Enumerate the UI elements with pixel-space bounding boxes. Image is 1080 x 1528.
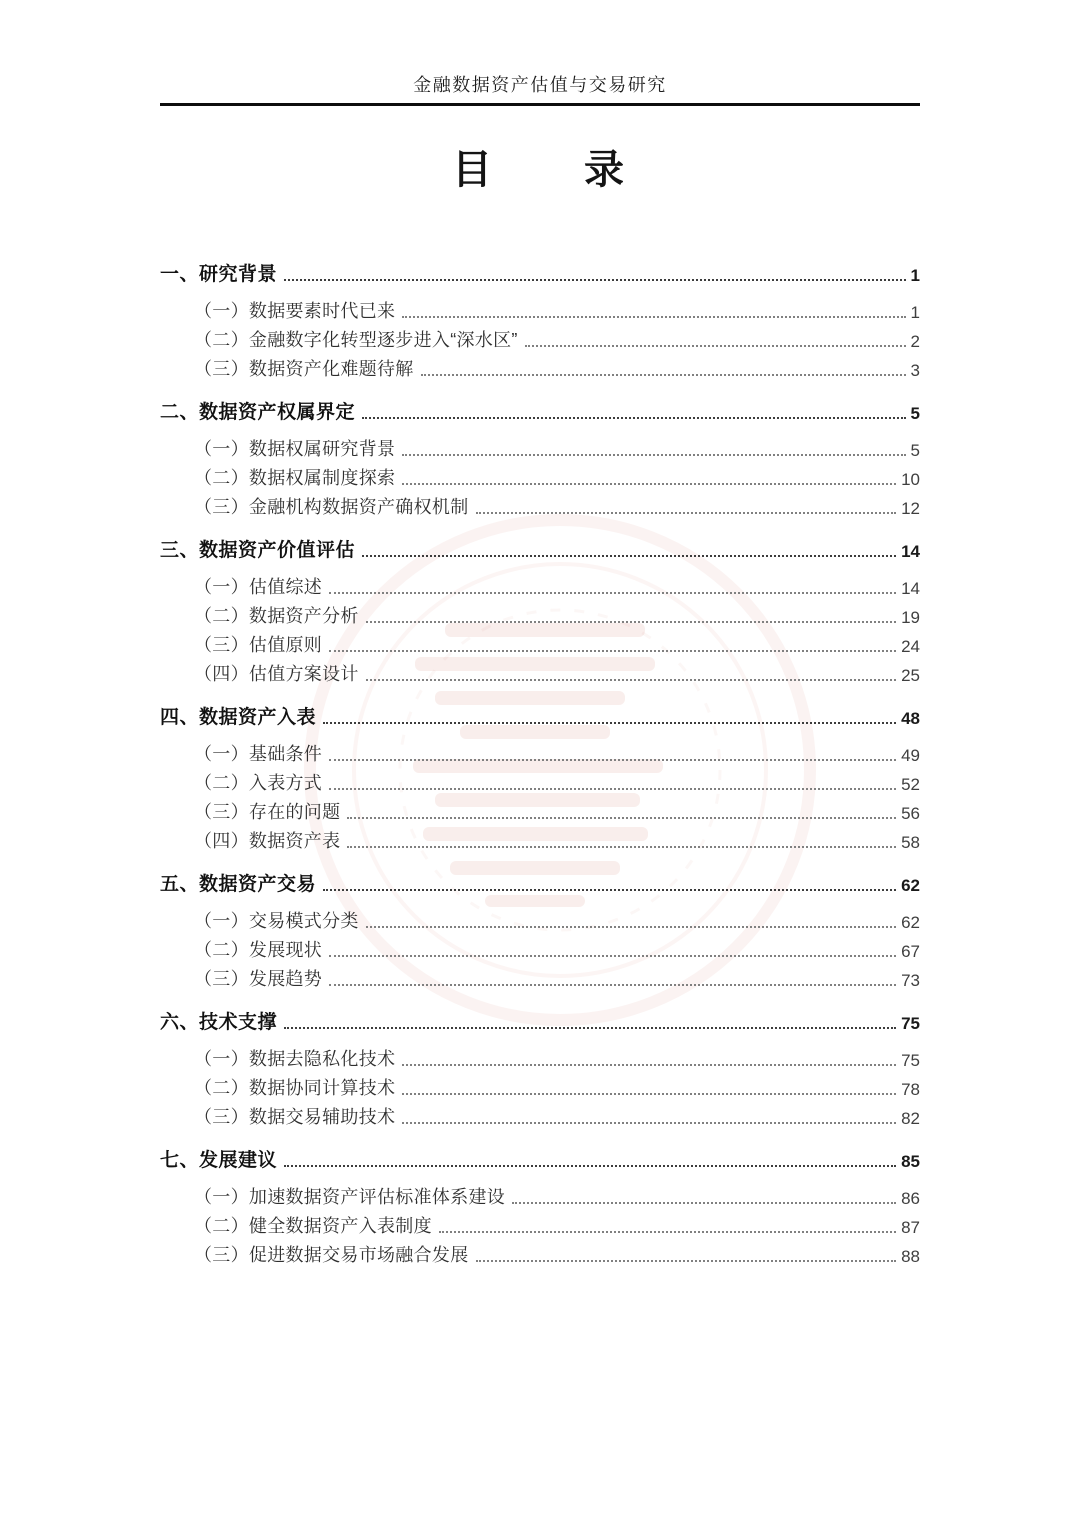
toc-page-number: 3 [910,361,920,380]
toc-page-number: 14 [901,542,920,561]
toc-entry-item[interactable] [160,1238,920,1267]
toc-entry-label: （一）基础条件 [194,744,323,764]
toc-entry-item[interactable] [160,432,920,461]
page-header [160,74,920,106]
toc-entry-label: （二）数据协同计算技术 [194,1078,396,1098]
dot-leader [439,1231,896,1233]
toc-entry-label: （一）数据权属研究背景 [194,439,396,459]
toc-entry-label: 二、数据资产权属界定 [160,402,356,423]
dot-leader [329,592,896,594]
toc-page-number: 1 [910,266,920,285]
toc-entry-section[interactable] [160,394,920,424]
toc-section [160,1142,920,1267]
dot-leader [347,817,896,819]
toc-entry-item[interactable] [160,1100,920,1129]
toc-page-number: 73 [901,971,920,990]
toc-entry-label: （一）数据去隐私化技术 [194,1049,396,1069]
toc-entry-label: （一）数据要素时代已来 [194,301,396,321]
toc-entry-label: 六、技术支撑 [160,1012,278,1033]
dot-leader [476,1260,897,1262]
dot-leader [284,1027,896,1029]
toc-entry-item[interactable] [160,824,920,853]
dot-leader [329,955,896,957]
toc-entry-section[interactable] [160,866,920,896]
toc-entry-item[interactable] [160,628,920,657]
toc-entry-item[interactable] [160,570,920,599]
toc-page-number: 86 [901,1189,920,1208]
toc-section [160,394,920,519]
toc-section [160,699,920,853]
toc-page-number: 78 [901,1080,920,1099]
toc-entry-label: （二）健全数据资产入表制度 [194,1216,432,1236]
toc-entry-label: （三）数据交易辅助技术 [194,1107,396,1127]
toc-page-number: 62 [901,876,920,895]
toc-entry-label: （三）促进数据交易市场融合发展 [194,1245,469,1265]
toc-page-number: 62 [901,913,920,932]
dot-leader [366,679,896,681]
toc-entry-item[interactable] [160,657,920,686]
dot-leader [402,454,905,456]
toc-page-number: 49 [901,746,920,765]
toc-entry-label: （三）金融机构数据资产确权机制 [194,497,469,517]
dot-leader [366,926,896,928]
toc-entry-label: （三）估值原则 [194,635,323,655]
running-head-title: 金融数据资产估值与交易研究 [413,75,667,95]
toc-entry-label: 四、数据资产入表 [160,707,317,728]
dot-leader [329,788,896,790]
toc-entry-item[interactable] [160,933,920,962]
toc-entry-item[interactable] [160,1180,920,1209]
toc-section [160,256,920,381]
toc-page-number: 25 [901,666,920,685]
toc-page-number: 67 [901,942,920,961]
dot-leader [421,374,906,376]
toc-page-number: 48 [901,709,920,728]
toc-entry-item[interactable] [160,352,920,381]
toc-section [160,866,920,991]
toc-page-number: 56 [901,804,920,823]
toc-entry-label: （三）存在的问题 [194,802,341,822]
toc-entry-label: （二）金融数字化转型逐步进入“深水区” [194,330,518,350]
dot-leader [329,650,896,652]
toc-entry-item[interactable] [160,490,920,519]
toc-page-number: 75 [901,1014,920,1033]
toc-entry-label: 七、发展建议 [160,1150,278,1171]
toc-entry-item[interactable] [160,737,920,766]
toc-entry-label: （一）估值综述 [194,577,323,597]
toc-section [160,532,920,686]
toc-page-number: 75 [901,1051,920,1070]
toc-entry-item[interactable] [160,962,920,991]
toc-entry-item[interactable] [160,766,920,795]
toc-entry-item[interactable] [160,461,920,490]
toc-page-number: 82 [901,1109,920,1128]
dot-leader [329,759,896,761]
dot-leader [347,846,896,848]
toc-page-number: 2 [910,332,920,351]
toc-page-number: 52 [901,775,920,794]
toc-entry-label: （四）估值方案设计 [194,664,359,684]
toc-page-number: 19 [901,608,920,627]
dot-leader [362,417,906,419]
toc-entry-label: （一）加速数据资产评估标准体系建设 [194,1187,506,1207]
toc-entry-label: （二）数据资产分析 [194,606,359,626]
toc-entry-label: （一）交易模式分类 [194,911,359,931]
toc-entry-label: （四）数据资产表 [194,831,341,851]
dot-leader [402,1064,896,1066]
toc-entry-section[interactable] [160,532,920,562]
toc-entry-section[interactable] [160,699,920,729]
toc-list [160,256,920,1267]
toc-page-number: 5 [910,441,920,460]
dot-leader [366,621,896,623]
dot-leader [284,1165,896,1167]
toc-page-number: 88 [901,1247,920,1266]
toc-entry-item[interactable] [160,599,920,628]
toc-entry-label: 三、数据资产价值评估 [160,540,356,561]
dot-leader [329,984,896,986]
dot-leader [402,1093,896,1095]
toc-entry-item[interactable] [160,904,920,933]
toc-entry-label: （二）发展现状 [194,940,323,960]
toc-entry-section[interactable] [160,1142,920,1172]
dot-leader [362,555,896,557]
header-rule [160,103,920,106]
toc-section [160,1004,920,1129]
dot-leader [512,1202,896,1204]
toc-page-number: 85 [901,1152,920,1171]
toc-page-number: 14 [901,579,920,598]
toc-page-number: 87 [901,1218,920,1237]
toc-page-number: 1 [910,303,920,322]
toc-entry-item[interactable] [160,294,920,323]
dot-leader [402,1122,896,1124]
toc-entry-item[interactable] [160,323,920,352]
toc-entry-label: 五、数据资产交易 [160,874,317,895]
dot-leader [402,316,905,318]
toc-page-number: 58 [901,833,920,852]
toc-entry-label: （三）发展趋势 [194,969,323,989]
dot-leader [476,512,897,514]
toc-entry-item[interactable] [160,1071,920,1100]
toc-page-number: 10 [901,470,920,489]
toc-entry-item[interactable] [160,1209,920,1238]
dot-leader [284,279,906,281]
dot-leader [525,345,906,347]
toc-entry-item[interactable] [160,795,920,824]
toc-page-number: 5 [910,404,920,423]
toc-entry-label: 一、研究背景 [160,264,278,285]
toc-entry-item[interactable] [160,1042,920,1071]
toc-entry-section[interactable] [160,1004,920,1034]
dot-leader [323,889,896,891]
toc-entry-label: （二）数据权属制度探索 [194,468,396,488]
toc-entry-label: （三）数据资产化难题待解 [194,359,414,379]
toc-title: 目 录 [452,148,628,192]
dot-leader [323,722,896,724]
toc-page-number: 24 [901,637,920,656]
toc-entry-section[interactable] [160,256,920,286]
toc-page-number: 12 [901,499,920,518]
dot-leader [402,483,896,485]
toc-entry-label: （二）入表方式 [194,773,323,793]
